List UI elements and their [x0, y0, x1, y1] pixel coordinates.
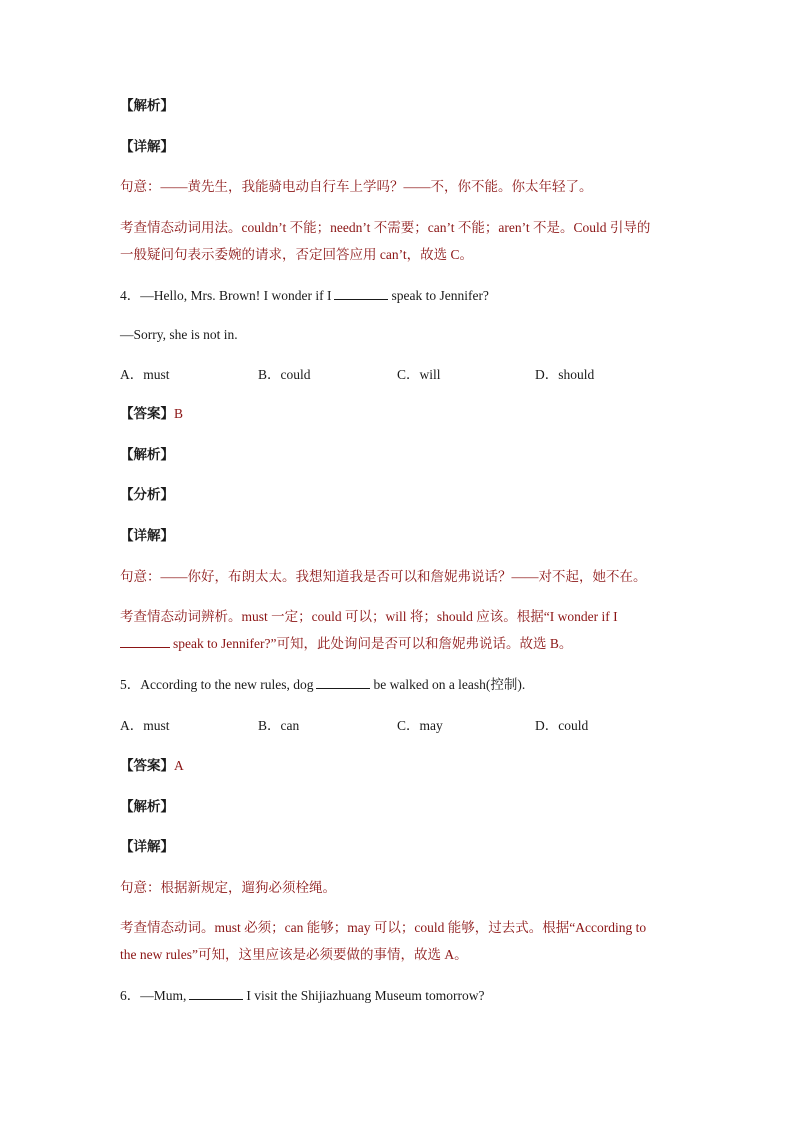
answer-tag: 【答案】 [120, 406, 174, 421]
q4-explain-line2 [120, 634, 680, 654]
q4-option-c: C．will [397, 367, 441, 382]
q5-option-c: C．may [397, 718, 443, 733]
q5-explain-line2: the new rules”可知，这里应该是必须要做的事情，故选 A。 [120, 947, 468, 962]
q4-option-a: A．must [120, 367, 170, 382]
q6-stem [120, 986, 680, 1006]
q6-stem-suffix: I visit the Shijiazhuang Museum tomorrow? [246, 988, 485, 1003]
q5-option-d: D．could [535, 718, 589, 733]
q3-translation: 句意：——黄先生，我能骑电动自行车上学吗？——不，你不能。你太年轻了。 [120, 179, 593, 194]
q4-stem-suffix: speak to Jennifer? [391, 288, 489, 303]
q4-reply: —Sorry, she is not in. [120, 327, 238, 342]
q4-explain-blank [120, 635, 170, 648]
detail-tag: 【详解】 [120, 139, 174, 154]
q5-stem-prefix: 5．According to the new rules, dog [120, 677, 314, 692]
q5-option-a: A．must [120, 718, 170, 733]
q5-blank [316, 676, 370, 689]
q6-blank [189, 987, 243, 1000]
q5-translation: 句意：根据新规定，遛狗必须栓绳。 [120, 880, 336, 895]
q6-stem-prefix: 6．—Mum, [120, 988, 187, 1003]
q4-explain-line2-text: speak to Jennifer?”可知，此处询问是否可以和詹妮弗说话。故选 B。 [173, 636, 573, 651]
q5-stem [120, 675, 680, 695]
q4-option-b: B．could [258, 367, 311, 382]
q4-translation: 句意：——你好，布朗太太。我想知道我是否可以和詹妮弗说话？——对不起，她不在。 [120, 569, 647, 584]
q4-detail-tag: 【详解】 [120, 528, 174, 543]
q4-option-d: D．should [535, 367, 595, 382]
q5-explain-line1: 考查情态动词。must 必须；can 能够；may 可以；could 能够，过去式。根据“According to [120, 920, 647, 935]
q5-option-b: B．can [258, 718, 300, 733]
q3-explain-line1: 考查情态动词用法。couldn’t 不能；needn’t 不需要；can’t 不能；aren’t 不是。Could 引导的 [120, 220, 651, 235]
q5-stem-suffix: be walked on a leash(控制). [373, 677, 526, 692]
q5-answer [120, 756, 680, 776]
q3-explain-line2: 一般疑问句表示委婉的请求，否定回答应用 can’t，故选 C。 [120, 247, 473, 262]
analysis-tag: 【解析】 [120, 98, 174, 113]
answer-tag: 【答案】 [120, 758, 174, 773]
q4-blank [334, 287, 388, 300]
q4-explain-line1: 考查情态动词辨析。must 一定；could 可以；will 将；should 应该。根据“I wonder if I [120, 609, 618, 624]
q5-detail-tag: 【详解】 [120, 839, 174, 854]
q4-answer [120, 404, 680, 424]
q5-analysis-tag: 【解析】 [120, 799, 174, 814]
q4-fenxi-tag: 【分析】 [120, 487, 174, 502]
q4-stem-prefix: 4．—Hello, Mrs. Brown! I wonder if I [120, 288, 332, 303]
q4-stem [120, 286, 680, 306]
q4-analysis-tag: 【解析】 [120, 447, 174, 462]
q4-answer-value: B [174, 406, 184, 421]
q5-answer-value: A [174, 758, 184, 773]
